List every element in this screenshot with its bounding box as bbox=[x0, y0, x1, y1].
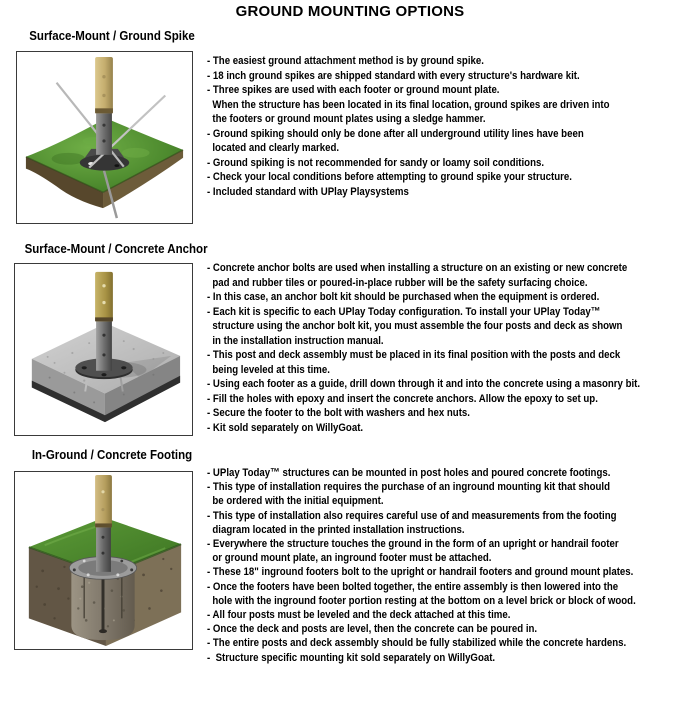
bullet-line: - Three spikes are used with each footer or ground mount plate. bbox=[207, 84, 500, 96]
bullet-line: - Included standard with UPlay Playsystems bbox=[207, 185, 409, 198]
ground-spike-illustration bbox=[16, 51, 193, 224]
bullet-line: diagram located in the printed installation instructions. bbox=[207, 523, 465, 536]
section-heading-concrete-anchor: Surface-Mount / Concrete Anchor bbox=[24, 242, 208, 256]
bullet-line: - The entire posts and deck assembly should be fully stabilized while the concrete hardens. bbox=[207, 637, 627, 650]
post bbox=[95, 57, 113, 155]
bullet-line: - All four posts must be leveled and the deck attached at this time. bbox=[207, 609, 511, 622]
bullet-line: be ordered with the initial equipment. bbox=[207, 495, 384, 508]
bullet-line: structure using the anchor bolt kit, you must assemble the four posts and deck as shown bbox=[207, 320, 623, 332]
bullet-line: - Structure specific mounting kit sold separately on WillyGoat. bbox=[207, 651, 496, 664]
post bbox=[95, 272, 113, 371]
concrete-anchor-icon bbox=[15, 264, 192, 435]
bullet-line: - These 18" inground footers bolt to the upright or handrail footers and ground mount plates. bbox=[207, 566, 634, 579]
bullet-line: - Each kit is specific to each UPlay Today configuration. To install your UPlay Today™ bbox=[207, 305, 601, 318]
section-heading-ground-spike: Surface-Mount / Ground Spike bbox=[29, 29, 195, 43]
bullet-line: - Check your local conditions before attempting to ground spike your structure. bbox=[207, 171, 572, 183]
bullet-line: - Everywhere the structure touches the ground in the form of an upright or handrail footer bbox=[207, 538, 619, 551]
bullet-line: in the installation instruction manual. bbox=[207, 334, 384, 347]
ground-spike-bullets bbox=[207, 54, 699, 199]
bullet-line: being leveled at this time. bbox=[207, 363, 330, 376]
bullet-line: - Fill the holes with epoxy and insert the concrete anchors. Allow the epoxy to set up. bbox=[207, 392, 598, 405]
bullet-line: - 18 inch ground spikes are shipped standard with every structure's hardware kit. bbox=[207, 69, 580, 82]
concrete-footing-bullets bbox=[207, 466, 699, 665]
bullet-line: located and clearly marked. bbox=[207, 142, 340, 154]
concrete-footing-illustration bbox=[14, 471, 193, 650]
bullet-line: - Using each footer as a guide, drill down through it and into the concrete using a masonry bit. bbox=[207, 378, 641, 390]
bullet-line: - Concrete anchor bolts are used when installing a structure on an existing or new concrete bbox=[207, 262, 628, 274]
bullet-line: the footers or ground mount plates using a sledge hammer. bbox=[207, 113, 486, 125]
concrete-anchor-illustration bbox=[14, 263, 193, 436]
concrete-footing-icon bbox=[15, 472, 192, 649]
bullet-line: - Secure the footer to the bolt with washers and hex nuts. bbox=[207, 407, 470, 419]
bullet-line: - UPlay Today™ structures can be mounted in post holes and poured concrete footings. bbox=[207, 467, 611, 479]
post bbox=[95, 475, 112, 572]
bullet-line: - Ground spiking should only be done after all underground utility lines have been bbox=[207, 127, 584, 140]
bullet-line: or ground mount plate, an inground footer must be attached. bbox=[207, 552, 492, 565]
page-title: GROUND MOUNTING OPTIONS bbox=[235, 3, 465, 20]
bullet-line: hole with the inground footer portion resting at the bottom on a level brick or block of wood. bbox=[207, 594, 636, 607]
bullet-line: pad and rubber tiles or poured-in-place rubber will be the safety surfacing choice. bbox=[207, 276, 588, 289]
bullet-line: - This type of installation requires the purchase of an inground mounting kit that should bbox=[207, 481, 611, 494]
ground-spike-icon bbox=[17, 52, 192, 223]
bullet-line: - Once the deck and posts are level, then the concrete can be poured in. bbox=[207, 623, 538, 636]
bullet-line: - Once the footers have been bolted together, the entire assembly is then lowered into the bbox=[207, 580, 619, 593]
bullet-line: - The easiest ground attachment method is by ground spike. bbox=[207, 55, 484, 67]
section-heading-concrete-footing: In-Ground / Concrete Footing bbox=[31, 448, 193, 462]
bullet-line: - This type of installation also requires careful use of and measurements from the footing bbox=[207, 509, 617, 522]
bullet-line: - Kit sold separately on WillyGoat. bbox=[207, 421, 364, 434]
bullet-line: - Ground spiking is not recommended for sandy or loamy soil conditions. bbox=[207, 156, 545, 169]
bullet-line: - In this case, an anchor bolt kit should be purchased when the equipment is ordered. bbox=[207, 291, 600, 303]
bullet-line: When the structure has been located in its final location, ground spikes are driven into bbox=[207, 98, 610, 111]
concrete-anchor-bullets bbox=[207, 261, 699, 435]
bullet-line: - This post and deck assembly must be placed in its final position with the posts and deck bbox=[207, 349, 621, 361]
